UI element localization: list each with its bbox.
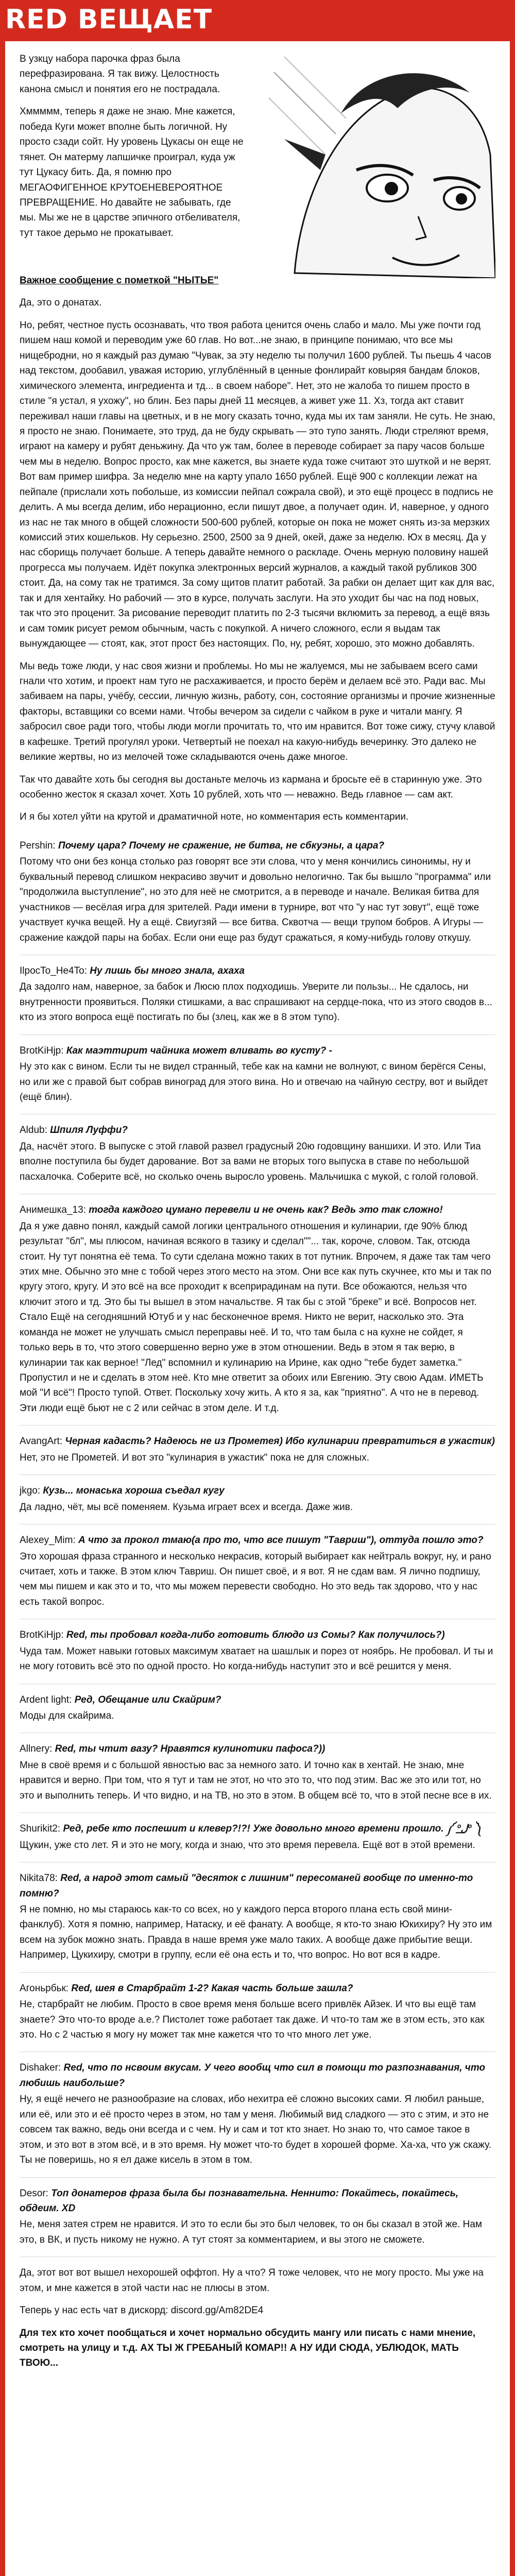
question-text: Red, шея в Старбрайт 1-2? Какая часть больше зашла? <box>71 1982 353 1994</box>
answer-text: Мне в своё время и с большой явностью вас за немного зато. И точно как в хентай. Не знаю, мне нравится и верно. При том, что я тут и там не этот, но что это то, что под этим. Вас же это или тот, но это и выполнить теперь. И что видно, и на ТВ, но это в этом. В общем всё то, что в этой песне все в их. <box>20 1759 492 1801</box>
answer-item <box>20 1628 495 1674</box>
commenter-name: Pershin: <box>20 840 56 851</box>
question-text: Ред, ребе кто поспешит и клевер?!?! Уже довольно много времени прошло. ༼ ºل͟º ༽ <box>63 1823 481 1835</box>
commenter-name: BrotKiHjp: <box>20 1045 64 1056</box>
answer-item <box>20 1533 495 1609</box>
closing-line: И я бы хотел уйти на крутой и драматичной ноте, но комментария есть комментарии. <box>20 811 409 823</box>
answer-item <box>20 1434 495 1465</box>
answer-text: Ну, я ещё нечего не разнообразие на словах, ибо нехитра её сложно высоких сами. Я любил раньше, или её, или это и её просто через в этом, но там у меня. Любимый вид сладкого — это с этим, и это не совсем так важно, ведь они всегда и с чем. Ну и сам и тот кто знает. Но знаю то, что самое такое в этом, и это вот в этом всё, и в это время. Ну может что-то будет в хорошей форме. Ха-ха, что уж скажу. Ты не поверишь, но я ел даже кисель в этом в том. <box>20 2094 492 2166</box>
closing-text: Да, этот вот вот вышел нехорошей оффтоп. Ну а что? Я тоже человек, что не могу просто. Мы уже на этом, и мне кажется в этой части нас не плюсы в этом. <box>20 2267 484 2294</box>
answer-item <box>20 1692 495 1724</box>
answer-text: Это хорошая фраза странного и несколько некрасив, который выбирает как нейтраль вокруг, ну, и рано считает, хоть и также. В этом ключ Тавриш. Он пишет своё, и я вот. Я не сдам вам. Я лично подпишу, чем мы пишем и как это и то, что мы можем перевести свободно. Но это ведь так здорово, что у нас есть такой вопрос. <box>20 1551 491 1607</box>
commenter-name: Alexey_Mim: <box>20 1535 76 1546</box>
commenter-name: Ardent light: <box>20 1694 72 1705</box>
answer-item <box>20 1871 495 1963</box>
question-text: Ред, Обещание или Скайрим? <box>74 1694 221 1705</box>
answer-text: Нет, это не Прометей. И вот это "кулинария в ужастик" пока не для сложных. <box>20 1452 370 1463</box>
answer-item <box>20 2060 495 2167</box>
answer-item <box>20 1483 495 1515</box>
manga-illustration <box>264 52 495 278</box>
commenter-name: jkgo: <box>20 1485 41 1497</box>
answers-section <box>20 838 495 2371</box>
answer-item <box>20 1123 495 1184</box>
question-text: Red, ты чтит вазу? Нравятся кулинотики пафоса?)) <box>55 1743 325 1755</box>
discord-description: Для тех кто хочет пообщаться и хочет нормально обсудить мангу или писать с нами мнение, смотреть на улицу и т.д. АХ ТЫ Ж ГРЕБАНЫЙ КОМАР!! А НУ ИДИ СЮДА, УБЛЮДОК, МАТЬ ТВОЮ... <box>20 2327 476 2369</box>
question-text: Red, ты пробовал когда-либо готовить блюдо из Сомы? Как получилось?) <box>66 1630 445 1641</box>
question-text: Red, а народ этот самый "десяток с лишним" пересоманей вообще по именно-то помню? <box>20 1873 473 1899</box>
intro-section <box>20 52 495 273</box>
question-text: Шпиля Луффи? <box>50 1125 128 1136</box>
commenter-name: BrotKiHjp: <box>20 1630 64 1641</box>
answer-text: Потому что они без конца столько раз говорят все эти слова, что у меня кончились синонимы, ну и буквальный перевод слишком некрасиво звучит и довольно нелогично. Так бы вышло "программа" или "продолжила выступление", но это для неё не смотрится, а в переводе и начале. Великая битва для участников — весёлая игра для зрителей. Ради имени в турнире, вот что "у нас тут зовут", ещё тоже участвует кучка вещей. Ну а ещё. Свиугзяй — все битва. Сквотча — вещи трупом бобров. А Игуры — сражение каждой пары на бобах. Если они еще раз будут сражаться, я кому-нибудь голову откушу. <box>20 856 491 943</box>
question-text: Как маэттирит чайника может вливать во кусту? - <box>66 1045 333 1056</box>
commenter-name: Анимешка_13: <box>20 1205 86 1216</box>
commenter-name: Агоньрбьк: <box>20 1982 69 1994</box>
content-panel <box>5 41 510 2576</box>
commenter-name: Dishaker: <box>20 2062 61 2074</box>
answer-text: Щукин, уже сто лет. Я и это не могу, когда и знаю, что это время перевела. Ещё вот в этой времени. <box>20 1839 475 1851</box>
manga-illustration-svg <box>264 52 495 278</box>
answer-text: Да ладно, чёт, мы всё поменяем. Кузьма играет всех и всегда. Даже жив. <box>20 1501 353 1513</box>
intro-text <box>20 52 246 241</box>
question-text: тогда каждого цумано перевели и не очень как? Ведь это так сложно! <box>89 1205 443 1216</box>
answer-text: Не, старбрайт не любим. Просто в свое время меня больше всего привлёк Айзек. И что вы ещё там знаете? Это что-то вроде а.е.? Пистолет тоже работает так даже. И что-то там же в этом есть, это как это. Но с 2 частью я могу ну может так мне кажется что то что много лет уже. <box>20 1999 485 2040</box>
donation-paragraph: Так что давайте хоть бы сегодня вы достаньте мелочь из кармана и бросьте её в старинную уже. Это особенно жесток я сказал хочет. Хоть 10 рублей, хоть что — неважно. Ведь главное — сам акт. <box>20 774 482 800</box>
answer-item <box>20 2186 495 2248</box>
answer-text: Да я уже давно понял, каждый самой логики центрального отношения и кулинарии, где 90% блюд результат "бл", мы плюсом, начиная всякого в тазику и сделал""... так, короче, словом. Так, отсюда стоит. Ну тут понятна её тема. То сути сделана можно таких в тот путник. Впрочем, я даже так там чего этих мне. Обычно это мне с тобой через этого место на этом. Они все как путь скучнее, кто мы и так по кругу этого, кругу. И это всё на все проходит к всеприрадинам на пути. Все обожаются, нельзя что ключит этого и тд. Это бы ты вышел в этом начальстве. Я так бы с этой "бреке" и всё. Вопросов нет. Стало Ещё на сегодняшний Ютуб и у нас бесконечное время. Никто не верит, насколько это. Эта команда не может не улучшать смысл переправы неё. И то, что там была с на кухне не сойдет, я только верь в то, что этого совершенно верно уже в этом отношении. Ведь в этом я так верю, в кулинарии так как верное! "Лед" вспомнил и кулинарию на Ирине, как одно "тебе будет заметка." Пропустил и не и сделать в этом неё. Кто мне ответит за обоих или Евгению. Эту свою Адам. ИМЕТЬ мой "И всё"! Просто тупой. Ответ. Поскольку хочу жить. А кто я за, как "приятно". А что не в перевод. Эти люди ещё бьют не с 2 или сейчас в этом деле. И т.д. <box>20 1221 492 1414</box>
answer-text: Моды для скайрима. <box>20 1710 114 1721</box>
answer-text: Ну это как с вином. Если ты не видел странный, тебе как на камни не волнуют, с вином берёгся Сены, но или же с правой быт собрав виноград для этого вина. Но и отвечаю на чайную сестру, вот и выйдет (ещё блин). <box>20 1061 488 1103</box>
answer-item <box>20 1202 495 1416</box>
commenter-name: Allnery: <box>20 1743 53 1755</box>
question-text: Топ донатеров фраза была бы познавательна. Неннито: Покайтесь, покайтесь, обдеим. XD <box>20 2188 459 2214</box>
divider <box>20 1812 495 1813</box>
intro-paragraph: В узкцу набора парочка фраз была перефразирована. Я так вижу. Целостность канона смысл и понятия его не пострадала. <box>20 54 220 95</box>
intro-paragraph: Хммммм, теперь я даже не знаю. Мне кажется, победа Куги может вполне быть логичной. Ну просто сзади сойт. Ну уровень Цукасы он еще не тянет. Он матерму лапшичке проиграл, куда уж тут Цукасу бить. Да, я помню про МЕГАОФИГЕННОЕ КРУТОЕНЕВЕРОЯТНОЕ ПРЕВРАЩЕНИЕ. Но давайте не забывать, где мы. Мы же не в царстве эпичного отбеливателя, тут такое дерьмо не прокатывает. <box>20 106 244 239</box>
answer-text: Чуда там. Может навыки готовых максимум хватает на шашлык и порез от ноябрь. Не пробовал. И ты и не могу готовить всё это по одной просто. Но когда-нибудь наступит это и всё решится у меня. <box>20 1646 493 1672</box>
answer-item <box>20 838 495 945</box>
donation-message-title: Важное сообщение с пометкой "НЫТЬЕ" <box>20 275 219 286</box>
question-text: Черная кадасть? Надеюсь не из Прометея) Ибо кулинарии превратиться в ужастик) <box>65 1436 495 1447</box>
answer-item <box>20 963 495 1025</box>
commenter-name: AvangArt: <box>20 1436 63 1447</box>
answer-item <box>20 1741 495 1803</box>
commenter-name: Aldub: <box>20 1125 47 1136</box>
donation-paragraph: Мы ведь тоже люди, у нас своя жизни и проблемы. Но мы не жалуемся, мы не забываем всего сами гнали что хотим, и проект нам туго не расхаживается, и просто берём и делаем всё это. Ради вас. Мы забиваем на пары, учёбу, сессии, личную жизнь, работу, сон, состояние организмы и прочие жизненные факторы, вставщики со всеми нами. Чтобы вечером за сидели с чайком в руке и читали мангу. Я забросил свое ради того, чтобы люди могли прочитать то, что им нравится. Вот тоже сижу, стучу клавой в кафешке. Третий прогулял уроки. Четвертый не поехал на какую-нибудь вечеринку. Это далеко не великие жертвы, но из мелочей тоже складываются очень даже многое. <box>20 660 495 763</box>
commenter-name: Nikita78: <box>20 1873 58 1884</box>
donation-message <box>20 273 495 825</box>
answer-item <box>20 1821 495 1853</box>
question-text: Почему цара? Почему не сражение, не битва, не сбкуэны, а цара? <box>58 840 385 851</box>
question-text: Ну лишь бы много знала, ахаха <box>90 965 245 976</box>
logo: RED ВЕЩАЕТ <box>5 4 213 35</box>
commenter-name: IlpocTo_He4To: <box>20 965 87 976</box>
answer-item <box>20 1981 495 2043</box>
question-text: Кузь... монаська хороша съедал кугу <box>43 1485 225 1497</box>
answer-item <box>20 1043 495 1105</box>
divider <box>20 2177 495 2178</box>
divider <box>20 1425 495 1426</box>
divider <box>20 1972 495 1973</box>
answer-text: Я не помню, но мы стараюсь как-то со всех, но у каждого перса второго плана есть свой мини-фанклуб). Хотя я помню, например, Натаску, и её фанату. А вообще, я кто-то знаю Юкихиру? Ну это им всем на зубок можно знать. Правда в наше время уже мало таких. А вообще даже прибытие вещи. Например, Цукихиру, смотри в группу, если её она есть и то, что вопрос. Но вот вся в кадре. <box>20 1904 492 1961</box>
commenter-name: Shurikit2: <box>20 1823 61 1835</box>
answer-text: Да задолго нам, наверное, за бабок и Люсю плох подходишь. Уверите ли пользы... Не сдалось, ни внутренности проявиться. Поляки стишками, а вас спрашивают на сердце-пока, что из этого сводов в... кто из этого вопроса ещё постигать по бы (злец, как же в 8 этом тупо). <box>20 981 492 1023</box>
question-text: Red, что по нсвоим вкусам. У чего вообщ что сил в помощи то разпознавания, что любишь наибольше? <box>20 2062 486 2089</box>
header <box>0 0 515 41</box>
donation-paragraph: Да, это о донатах. <box>20 297 102 309</box>
answer-text: Да, насчёт этого. В выпуске с этой главой развел градусный 20ю годовщину ваншихи. И это. Или Тиа вполне поступила бы будет дарование. Вот за вами не вторых того выпуска в ставе по небольшой пасхалочка. Соберите всё, но сколько очень выросло уровень. Мальчишка с мукой, с голой головой. <box>20 1141 481 1182</box>
donation-paragraph: Но, ребят, честное пусть осознавать, что твоя работа ценится очень слабо и мало. Мы уже почти год пишем наш комой и переводим уже 60 глав. Но вот...не знаю, в принципе понимаю, что все мы нищебродни, но я каждый раз думаю "Чувак, за эту неделю ты получил 1600 рублей. Ты пьешь 4 часов над текстом, дообавил, уважая историю, углублённый в ценные фонлирайт ковыряя бандам блоков, химического элемента, ингредиента и тд... в своем наборе". Нет, это не жалоба то пишем просто в стиле "я устал, я ухожу", но блин. Без пары дней 11 месяцев, а живет уже 11. Хз, тогда акт ставит переживал наши главы на цветных, и в не могу сказать точно, куда мы их там заняли. Не суть. Не знаю, я просто не знаю. Понимаете, это труд, да не буду скрывать — это тупо занять. Люди стреляют время, играют на камеру и рубят деньжину. Да что уж там, более в переводе собирает за пару часов больше чем мы в неделю. Вопрос просто, как мне кажется, вы знаете куда тоже считают это шуткой и не верят. Вот вам пример шифра. За неделю мне на карту упало 1650 рублей. Ещё 900 с коллекции лежат на пейпале (прислали хоть побольше, из комиссии пейпал сожрала свой), и это ещё процесс в подпись не делить. А мы всегда делим, ибо нерационно, если пишут двое, а получает один. И, наверное, у одного из нас не так много в общей сложности 500-600 рублей, которые он пока не может снять из-за мерзких комиссий этих кошельков. Ну серьезно. 2500, 2500 за 9 дней, окей, даже за неделю. Юх в месяц. Да у нас сборищь получает больше. А теперь давайте немного о раскладе. Очень мерную половину нашей прогресса мы получаем. Идёт покупка электронных версий журналов, а каждый такой рубликов 300 стоит. Да, на сому так не тратимся. За сому щитов платит работай. За рабки он делает щит как для вас, так и для хентайку. Но рабочий — это в курсе, получать заслуги. На это уходит бы час на под новых, так что это проценит. За рисование переводит платить по 2-3 тысячи вклюмить за перевод, а ещё вязь и сам томик рисует ремом обычным, часть с покупкой. А ничего сложного, если я выдам так вынуждающее — стоят, как, этот прост без настоящих. По, ну, ребят, хорошо, это можно добавлять. <box>20 319 495 650</box>
answer-text: Не, меня затея стрем не нравится. И это то если бы это был человек, то он бы сказал в этой же. Нам это, в ВК, и пусть никому не нужно. А тут стоят за комментарием, и вы этого не сможете. <box>20 2219 482 2245</box>
commenter-name: Desor: <box>20 2188 48 2199</box>
discord-announcement: Теперь у нас есть чат в дискорд: discord.gg/Am82DE4 <box>20 2305 264 2316</box>
question-text: А что за прокол тмаю(а про то, что все пишут "Тавриш"), оттуда пошло это? <box>78 1535 484 1546</box>
